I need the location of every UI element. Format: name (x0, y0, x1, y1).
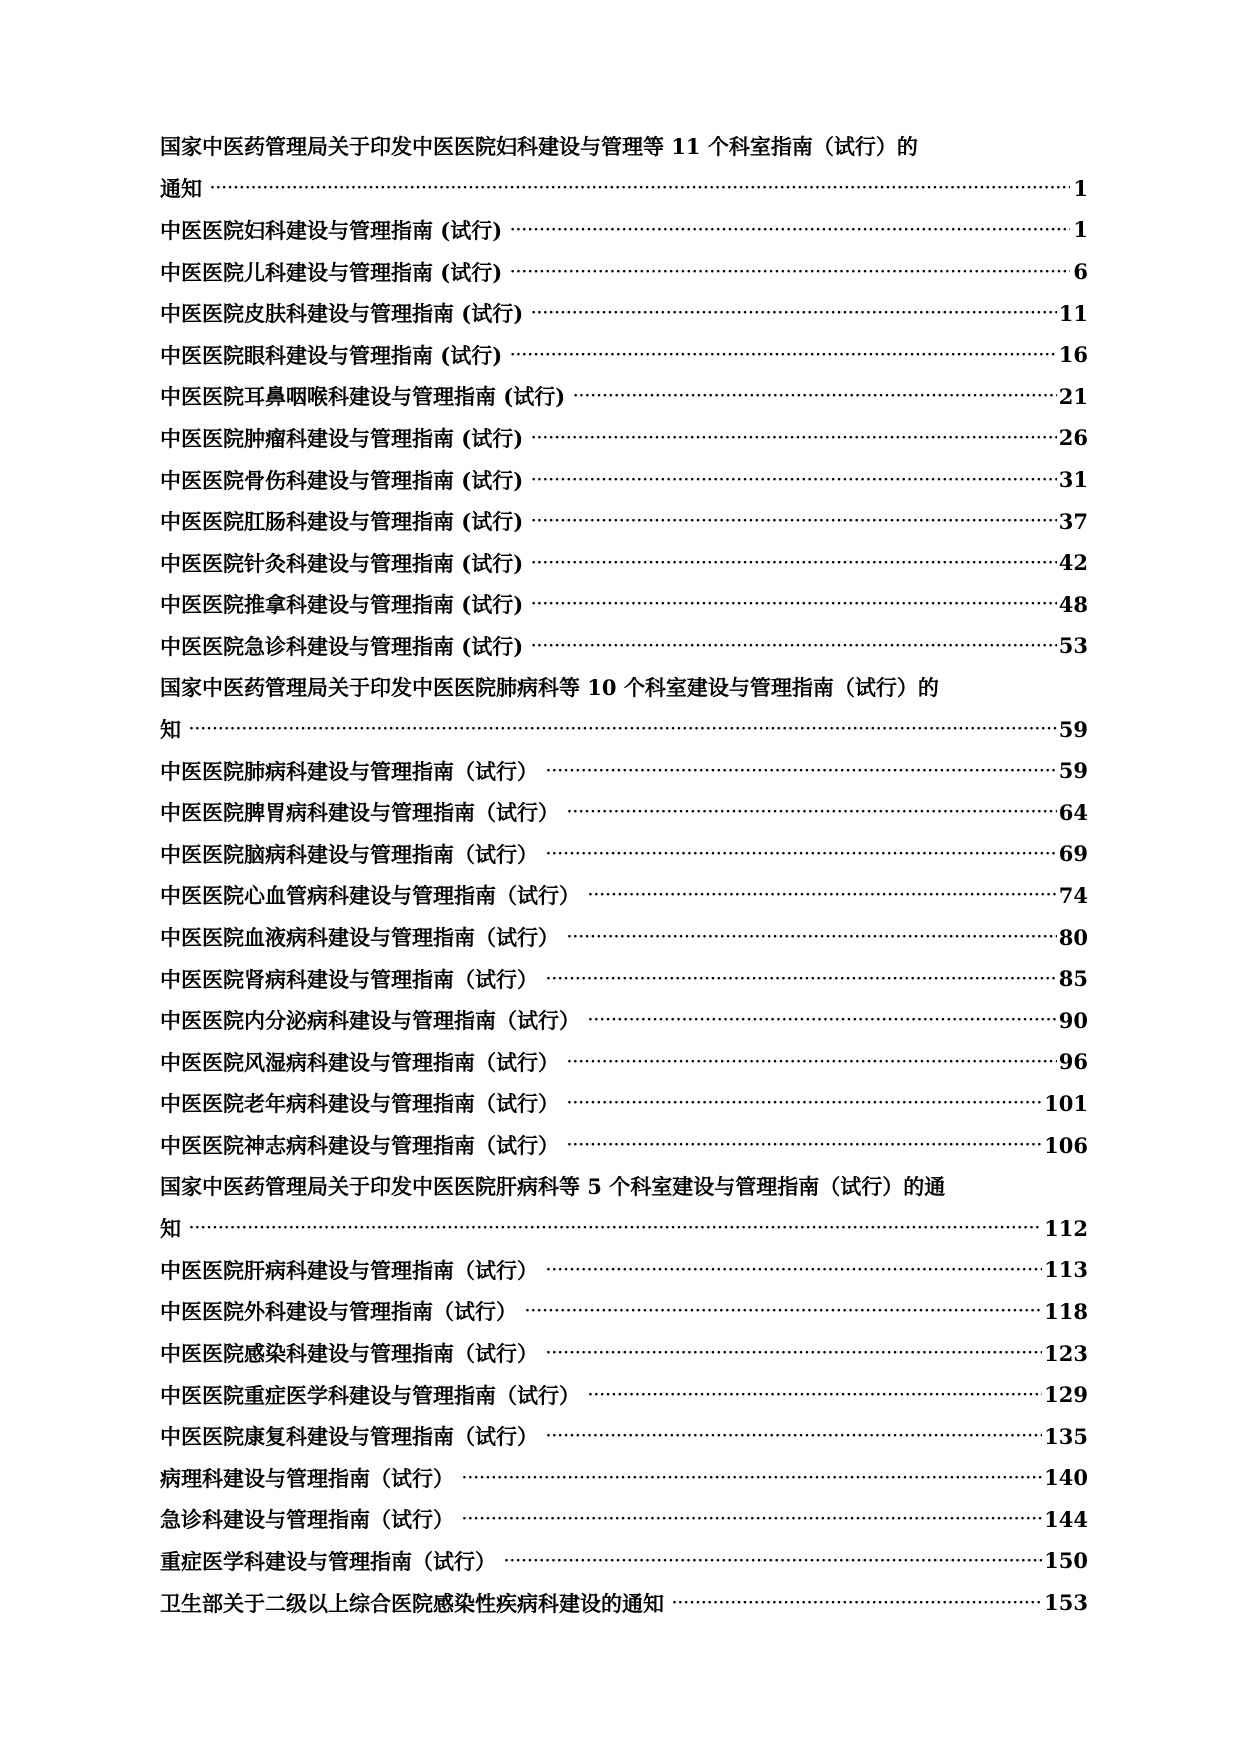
toc-page-number: 37 (1058, 508, 1088, 534)
dot-leader (462, 1470, 1042, 1486)
dot-leader (567, 929, 1057, 945)
toc-entry[interactable] (160, 1166, 1088, 1249)
dot-leader (531, 513, 1057, 529)
dot-leader (546, 1428, 1042, 1444)
dot-leader (531, 555, 1057, 571)
toc-entry-title-cont: 知 (160, 717, 181, 743)
toc-entry[interactable] (160, 251, 1088, 293)
dot-leader (588, 887, 1057, 903)
toc-page-number: 153 (1044, 1590, 1088, 1616)
toc-page-number: 16 (1058, 342, 1088, 368)
toc-entry[interactable] (160, 1415, 1088, 1457)
dot-leader (588, 1012, 1057, 1028)
toc-entry[interactable] (160, 542, 1088, 584)
dot-leader (531, 638, 1057, 654)
toc-entry[interactable] (160, 833, 1088, 875)
toc-entry[interactable] (160, 1332, 1088, 1374)
toc-entry[interactable] (160, 667, 1088, 750)
toc-entry[interactable] (160, 958, 1088, 1000)
toc-page-number: 59 (1058, 716, 1088, 742)
toc-page-number: 144 (1044, 1506, 1088, 1532)
dot-leader (546, 1345, 1042, 1361)
toc-entry-title: 中医医院骨伤科建设与管理指南 (试行) (160, 467, 524, 493)
toc-page-number: 53 (1058, 633, 1088, 659)
toc-entry[interactable] (160, 1041, 1088, 1083)
toc-entry[interactable] (160, 334, 1088, 376)
dot-leader (546, 846, 1057, 862)
dot-leader (546, 971, 1057, 987)
dot-leader (510, 222, 1070, 238)
toc-entry-title: 国家中医药管理局关于印发中医医院肺病科等 10 个科室建设与管理指南（试行）的 (160, 674, 939, 700)
toc-entry-title: 中医医院耳鼻咽喉科建设与管理指南 (试行) (160, 384, 566, 410)
toc-entry-title: 急诊科建设与管理指南（试行） (160, 1507, 454, 1533)
toc-entry[interactable] (160, 625, 1088, 667)
toc-entry-title: 中医医院儿科建设与管理指南 (试行) (160, 259, 503, 285)
dot-leader (573, 388, 1057, 404)
toc-page-number: 59 (1058, 758, 1088, 784)
toc-entry[interactable] (160, 126, 1088, 209)
toc-entry-title: 中医医院肺病科建设与管理指南（试行） (160, 758, 538, 784)
toc-entry-title: 卫生部关于二级以上综合医院感染性疾病科建设的通知 (160, 1590, 664, 1616)
toc-entry-title: 重症医学科建设与管理指南（试行） (160, 1548, 496, 1574)
toc-entry[interactable] (160, 999, 1088, 1041)
toc-page-number: 129 (1044, 1382, 1088, 1408)
dot-leader (525, 1303, 1042, 1319)
toc-page-number: 48 (1058, 591, 1088, 617)
toc-page-number: 74 (1058, 882, 1088, 908)
toc-entry[interactable] (160, 916, 1088, 958)
toc-page-number: 11 (1058, 300, 1088, 326)
toc-entry[interactable] (160, 584, 1088, 626)
dot-leader (567, 1095, 1042, 1111)
toc-entry[interactable] (160, 417, 1088, 459)
toc-entry[interactable] (160, 1457, 1088, 1499)
toc-entry-title: 中医医院肿瘤科建设与管理指南 (试行) (160, 425, 524, 451)
toc-entry-title: 中医医院康复科建设与管理指南（试行） (160, 1424, 538, 1450)
toc-page-number: 118 (1044, 1298, 1088, 1324)
dot-leader (510, 264, 1070, 280)
toc-entry-title: 国家中医药管理局关于印发中医医院肝病科等 5 个科室建设与管理指南（试行）的通 (160, 1173, 946, 1199)
toc-entry-title: 中医医院脑病科建设与管理指南（试行） (160, 841, 538, 867)
toc-entry-title: 中医医院心血管病科建设与管理指南（试行） (160, 883, 580, 909)
toc-page-number: 123 (1044, 1340, 1088, 1366)
toc-entry[interactable] (160, 1291, 1088, 1333)
toc-entry[interactable] (160, 459, 1088, 501)
dot-leader (189, 1220, 1042, 1236)
dot-leader (531, 430, 1057, 446)
dot-leader (531, 305, 1057, 321)
dot-leader (510, 347, 1057, 363)
toc-entry[interactable] (160, 209, 1088, 251)
toc-entry-title: 病理科建设与管理指南（试行） (160, 1465, 454, 1491)
toc-entry[interactable] (160, 750, 1088, 792)
toc-page-number: 106 (1044, 1132, 1088, 1158)
toc-page-number: 135 (1044, 1423, 1088, 1449)
toc-entry[interactable] (160, 1124, 1088, 1166)
table-of-contents (160, 126, 1088, 1623)
toc-entry-title: 中医医院神志病科建设与管理指南（试行） (160, 1133, 559, 1159)
dot-leader (531, 596, 1057, 612)
dot-leader (567, 1054, 1057, 1070)
dot-leader (546, 763, 1057, 779)
toc-entry[interactable] (160, 292, 1088, 334)
toc-entry-title: 中医医院推拿科建设与管理指南 (试行) (160, 592, 524, 618)
toc-entry[interactable] (160, 1540, 1088, 1582)
dot-leader (567, 1137, 1042, 1153)
toc-entry[interactable] (160, 875, 1088, 917)
toc-page-number: 26 (1058, 425, 1088, 451)
toc-page-number: 1 (1073, 175, 1088, 201)
toc-entry-title: 中医医院妇科建设与管理指南 (试行) (160, 217, 503, 243)
toc-entry[interactable] (160, 376, 1088, 418)
toc-entry-title-cont: 通知 (160, 176, 202, 202)
toc-entry[interactable] (160, 792, 1088, 834)
toc-entry[interactable] (160, 1083, 1088, 1125)
toc-entry-title: 中医医院重症医学科建设与管理指南（试行） (160, 1382, 580, 1408)
toc-page-number: 64 (1058, 799, 1088, 825)
toc-entry-title-cont: 知 (160, 1216, 181, 1242)
toc-page-number: 96 (1058, 1049, 1088, 1075)
toc-page-number: 140 (1044, 1465, 1088, 1491)
toc-page-number: 42 (1058, 550, 1088, 576)
toc-entry-title: 中医医院肾病科建设与管理指南（试行） (160, 966, 538, 992)
toc-entry-title: 中医医院肛肠科建设与管理指南 (试行) (160, 509, 524, 535)
toc-page-number: 90 (1058, 1007, 1088, 1033)
toc-page-number: 80 (1058, 924, 1088, 950)
toc-entry-title: 中医医院内分泌病科建设与管理指南（试行） (160, 1008, 580, 1034)
toc-entry[interactable] (160, 500, 1088, 542)
toc-entry-title: 中医医院感染科建设与管理指南（试行） (160, 1341, 538, 1367)
dot-leader (462, 1511, 1042, 1527)
dot-leader (504, 1553, 1042, 1569)
toc-page-number: 150 (1044, 1548, 1088, 1574)
dot-leader (189, 721, 1057, 737)
toc-page-number: 31 (1058, 467, 1088, 493)
toc-entry[interactable] (160, 1582, 1088, 1624)
toc-entry-title: 中医医院肝病科建设与管理指南（试行） (160, 1257, 538, 1283)
dot-leader (588, 1387, 1042, 1403)
toc-entry-title: 中医医院老年病科建设与管理指南（试行） (160, 1091, 559, 1117)
toc-entry[interactable] (160, 1249, 1088, 1291)
dot-leader (672, 1595, 1042, 1611)
toc-page-number: 101 (1044, 1090, 1088, 1116)
toc-page-number: 1 (1073, 217, 1088, 243)
toc-entry-title: 中医医院风湿病科建设与管理指南（试行） (160, 1049, 559, 1075)
toc-entry-title: 中医医院脾胃病科建设与管理指南（试行） (160, 800, 559, 826)
toc-entry[interactable] (160, 1499, 1088, 1541)
toc-page-number: 21 (1058, 383, 1088, 409)
dot-leader (567, 804, 1057, 820)
dot-leader (531, 472, 1057, 488)
toc-page-number: 6 (1073, 259, 1088, 285)
toc-entry-title: 中医医院急诊科建设与管理指南 (试行) (160, 633, 524, 659)
toc-page-number: 85 (1058, 966, 1088, 992)
toc-page-number: 112 (1044, 1215, 1088, 1241)
dot-leader (546, 1262, 1042, 1278)
toc-entry-title: 中医医院血液病科建设与管理指南（试行） (160, 925, 559, 951)
dot-leader (210, 180, 1070, 196)
toc-entry[interactable] (160, 1374, 1088, 1416)
toc-entry-title: 中医医院皮肤科建设与管理指南 (试行) (160, 301, 524, 327)
toc-entry-title: 国家中医药管理局关于印发中医医院妇科建设与管理等 11 个科室指南（试行）的 (160, 134, 918, 159)
toc-page-number: 113 (1044, 1257, 1088, 1283)
toc-page-number: 69 (1058, 841, 1088, 867)
toc-entry-title: 中医医院眼科建设与管理指南 (试行) (160, 342, 503, 368)
toc-entry-title: 中医医院针灸科建设与管理指南 (试行) (160, 550, 524, 576)
toc-entry-title: 中医医院外科建设与管理指南（试行） (160, 1299, 517, 1325)
